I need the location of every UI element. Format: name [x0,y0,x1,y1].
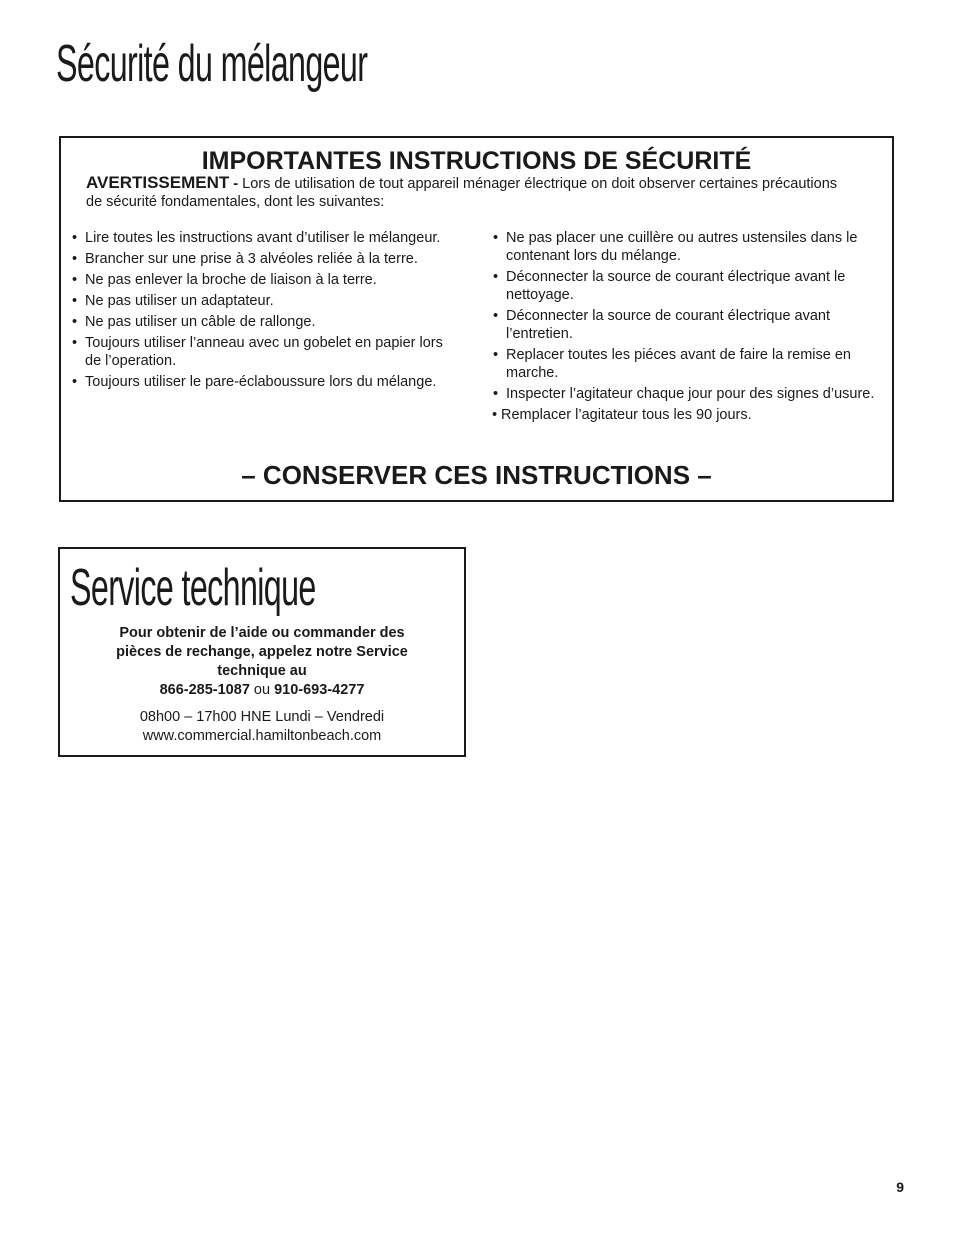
warning-text: Lors de utilisation de tout appareil ménager électrique on doit observer certaines précautions de sécurité fondamentales, dont les suivantes: [86,176,838,210]
list-item [71,313,461,331]
list-item-text: Toujours utiliser l’anneau avec un gobelet en papier lors de l’operation. [85,335,443,369]
safety-heading: IMPORTANTES INSTRUCTIONS DE SÉCURITÉ [201,147,752,175]
safety-list-left [71,229,461,394]
service-intro-line-2: pièces de rechange, appelez notre Service [116,644,408,660]
list-item [492,406,884,424]
list-item [71,271,461,289]
list-item [492,229,884,265]
service-intro-line-1: Pour obtenir de l’aide ou commander des [119,625,405,641]
phone-number-1: 866-285-1087 [159,682,250,698]
list-item [492,268,884,304]
phone-number-2: 910-693-4277 [274,682,365,698]
list-item [71,373,461,391]
list-item [492,346,884,382]
service-phones [70,681,454,700]
list-item-text: Toujours utiliser le pare-éclaboussure lors du mélange. [85,374,437,390]
list-item [71,250,461,268]
warning-paragraph [86,174,856,211]
safety-list-right [492,229,884,427]
list-item-text: Brancher sur une prise à 3 alvéoles reliée à la terre. [85,251,418,267]
list-item-text: Déconnecter la source de courant électrique avant le nettoyage. [506,269,846,303]
page-title: Sécurité du mélangeur [56,35,368,93]
service-title: Service technique [70,559,316,617]
service-intro-line-3: technique au [217,663,307,679]
safety-instructions-box [59,136,894,502]
service-box [58,547,466,757]
list-item [71,334,461,370]
list-item-text: Ne pas enlever la broche de liaison à la terre. [85,272,377,288]
list-item-text: Lire toutes les instructions avant d’utiliser le mélangeur. [85,230,441,246]
service-website: www.commercial.hamiltonbeach.com [142,728,382,744]
phone-joiner: ou [253,682,271,698]
list-item-text: Inspecter l’agitateur chaque jour pour des signes d’usure. [506,386,875,402]
list-item-text: Ne pas utiliser un adaptateur. [85,293,274,309]
list-item-text: Ne pas placer une cuillère ou autres ustensiles dans le contenant lors du mélange. [506,230,858,264]
page-number: 9 [896,1179,904,1195]
warning-separator: - [229,176,243,192]
list-item-text: Déconnecter la source de courant électrique avant l’entretien. [506,308,831,342]
service-hours: 08h00 – 17h00 HNE Lundi – Vendredi [139,709,385,725]
keep-instructions-footer: – CONSERVER CES INSTRUCTIONS – [241,460,712,490]
warning-label: AVERTISSEMENT [86,173,230,192]
service-body [70,624,454,746]
list-item [492,385,884,403]
list-item-text: Remplacer l’agitateur tous les 90 jours. [501,407,752,423]
list-item-text: Ne pas utiliser un câble de rallonge. [85,314,316,330]
list-item [492,307,884,343]
list-item [71,292,461,310]
list-item [71,229,461,247]
list-item-text: Replacer toutes les piéces avant de faire la remise en marche. [506,347,851,381]
